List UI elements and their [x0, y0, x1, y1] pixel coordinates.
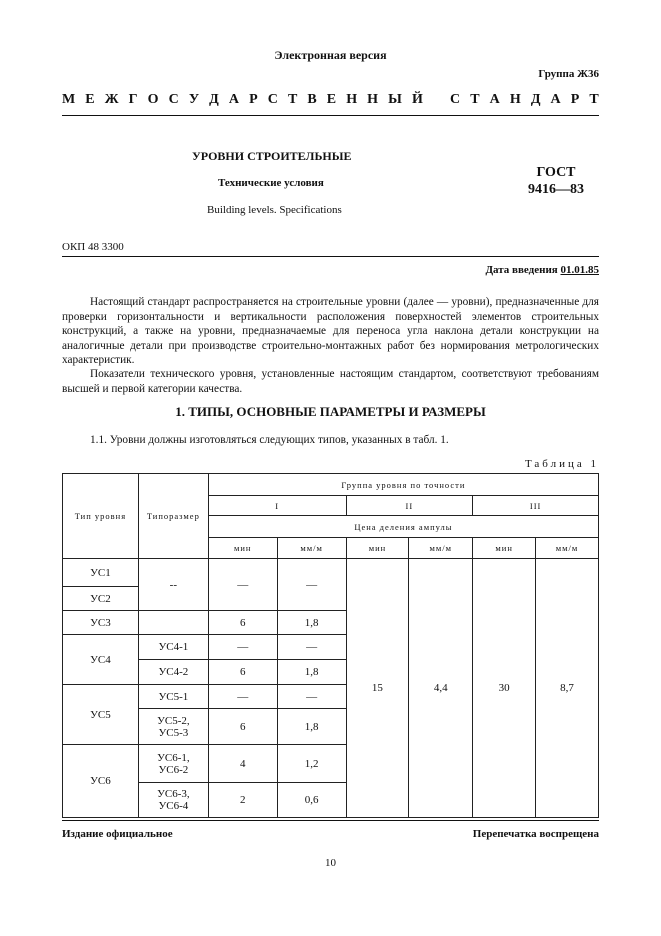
- value-cell: —: [277, 635, 346, 660]
- value-cell: 1,2: [277, 745, 346, 783]
- reprint-prohibited: Перепечатка воспрещена: [472, 828, 599, 840]
- heading-letter: Т: [470, 92, 480, 107]
- value-cell: 1,8: [277, 611, 346, 635]
- document-subtitle: Технические условия: [218, 177, 324, 189]
- intro-date-label: Дата введения: [485, 264, 558, 276]
- official-edition: Издание официальное: [62, 828, 173, 840]
- value-cell: —: [277, 685, 346, 709]
- heading-letter: У: [188, 92, 200, 107]
- okp-rule: [62, 256, 599, 257]
- document-title: УРОВНИ СТРОИТЕЛЬНЫЕ: [192, 149, 352, 163]
- value-cell: 6: [208, 660, 277, 685]
- size-cell: [138, 611, 208, 635]
- value-cell: 30: [473, 559, 536, 818]
- heading-letter: М: [62, 92, 76, 107]
- heading-letter: А: [228, 92, 240, 107]
- value-cell: —: [208, 559, 277, 611]
- paragraph-quality: Показатели технического уровня, установленные настоящим стандартом, соответствуют требованиям высшей и первой категории качества.: [62, 368, 599, 395]
- heading-letter: Р: [249, 92, 258, 107]
- intro-date: [485, 264, 599, 276]
- footer-rule: [62, 820, 599, 821]
- type-cell: УС5: [63, 685, 139, 745]
- size-cell: УС4-2: [138, 660, 208, 685]
- type-cell: УС6: [63, 745, 139, 818]
- value-cell: 1,8: [277, 660, 346, 685]
- value-cell: 15: [346, 559, 409, 818]
- heading-letter: Т: [287, 92, 298, 107]
- value-cell: 1,8: [277, 709, 346, 745]
- heading-letter: С: [450, 92, 461, 107]
- value-cell: 4,4: [409, 559, 473, 818]
- header-division: Цена деления ампулы: [208, 516, 598, 538]
- heading-letter: Й: [411, 92, 423, 107]
- intro-date-value: 01.01.85: [560, 264, 599, 276]
- clause-1-1: 1.1. Уровни должны изготовляться следующих типов, указанных в табл. 1.: [90, 434, 449, 446]
- heading-letter: Н: [509, 92, 521, 107]
- section-heading: 1. ТИПЫ, ОСНОВНЫЕ ПАРАМЕТРЫ И РАЗМЕРЫ: [175, 404, 486, 419]
- heading-letter: Д: [209, 92, 219, 107]
- heading-letter: С: [267, 92, 278, 107]
- interstate-standard-heading: [62, 92, 599, 108]
- heading-letter: А: [550, 92, 561, 107]
- value-cell: —: [208, 635, 277, 660]
- gost-label: ГОСТ: [536, 165, 576, 180]
- type-cell: УС2: [63, 587, 139, 611]
- value-cell: —: [208, 685, 277, 709]
- heading-letter: [433, 92, 440, 108]
- heading-letter: Н: [346, 92, 358, 107]
- size-cell: --: [138, 559, 208, 611]
- size-cell: УС6-1, УС6-2: [138, 745, 208, 783]
- size-cell: УС5-2, УС5-3: [138, 709, 208, 745]
- header-unit: мм/м: [277, 538, 346, 559]
- heading-letter: Н: [367, 92, 379, 107]
- header-unit: мин: [473, 538, 536, 559]
- gost-number: [528, 164, 584, 198]
- header-group-1: I: [208, 496, 346, 516]
- english-title: Building levels. Specifications: [207, 204, 342, 216]
- heading-letter: В: [307, 92, 317, 107]
- header-unit: мм/м: [409, 538, 473, 559]
- size-cell: УС5-1: [138, 685, 208, 709]
- heading-letter: Д: [530, 92, 541, 107]
- group-code: Группа Ж36: [538, 68, 599, 80]
- top-rule: [62, 115, 599, 116]
- header-group-2: II: [346, 496, 473, 516]
- value-cell: 2: [208, 783, 277, 818]
- table-caption: Таблица 1: [524, 458, 599, 470]
- heading-letter: Ж: [104, 92, 119, 107]
- heading-letter: А: [489, 92, 500, 107]
- heading-letter: Т: [589, 92, 599, 107]
- electronic-version-label: Электронная версия: [274, 48, 387, 62]
- page-number: 10: [325, 857, 336, 869]
- header-size: Типоразмер: [138, 474, 208, 559]
- heading-letter: Е: [85, 92, 95, 107]
- header-group-3: III: [473, 496, 599, 516]
- heading-letter: С: [168, 92, 179, 107]
- value-cell: 8,7: [536, 559, 599, 818]
- type-cell: УС3: [63, 611, 139, 635]
- levels-table: [62, 473, 599, 818]
- heading-letter: Ы: [388, 92, 402, 107]
- value-cell: 0,6: [277, 783, 346, 818]
- header-unit: мин: [346, 538, 409, 559]
- header-accuracy-group: Группа уровня по точности: [208, 474, 598, 496]
- value-cell: —: [277, 559, 346, 611]
- okp-code: ОКП 48 3300: [62, 241, 124, 253]
- heading-letter: Р: [570, 92, 580, 107]
- header-unit: мин: [208, 538, 277, 559]
- heading-letter: Г: [128, 92, 138, 107]
- type-cell: УС4: [63, 635, 139, 685]
- gost-code: 9416—83: [528, 182, 584, 197]
- heading-letter: О: [147, 92, 159, 107]
- paragraph-scope: Настоящий стандарт распространяется на строительные уровни (далее — уровни), предназначенные для проверки горизонтальности и вертикальности расположения поверхностей элементов строительных конструкций, а также на уровни, предназначаемые для переноса угла наклона детали конструкции на аналогичные детали при производстве строительно-монтажных работ без нормирования метрологических характеристик.: [62, 296, 599, 366]
- value-cell: 4: [208, 745, 277, 783]
- header-type: Тип уровня: [63, 474, 139, 559]
- heading-letter: Е: [326, 92, 337, 107]
- type-cell: УС1: [63, 559, 139, 587]
- header-unit: мм/м: [536, 538, 599, 559]
- value-cell: 6: [208, 709, 277, 745]
- size-cell: УС4-1: [138, 635, 208, 660]
- size-cell: УС6-3, УС6-4: [138, 783, 208, 818]
- value-cell: 6: [208, 611, 277, 635]
